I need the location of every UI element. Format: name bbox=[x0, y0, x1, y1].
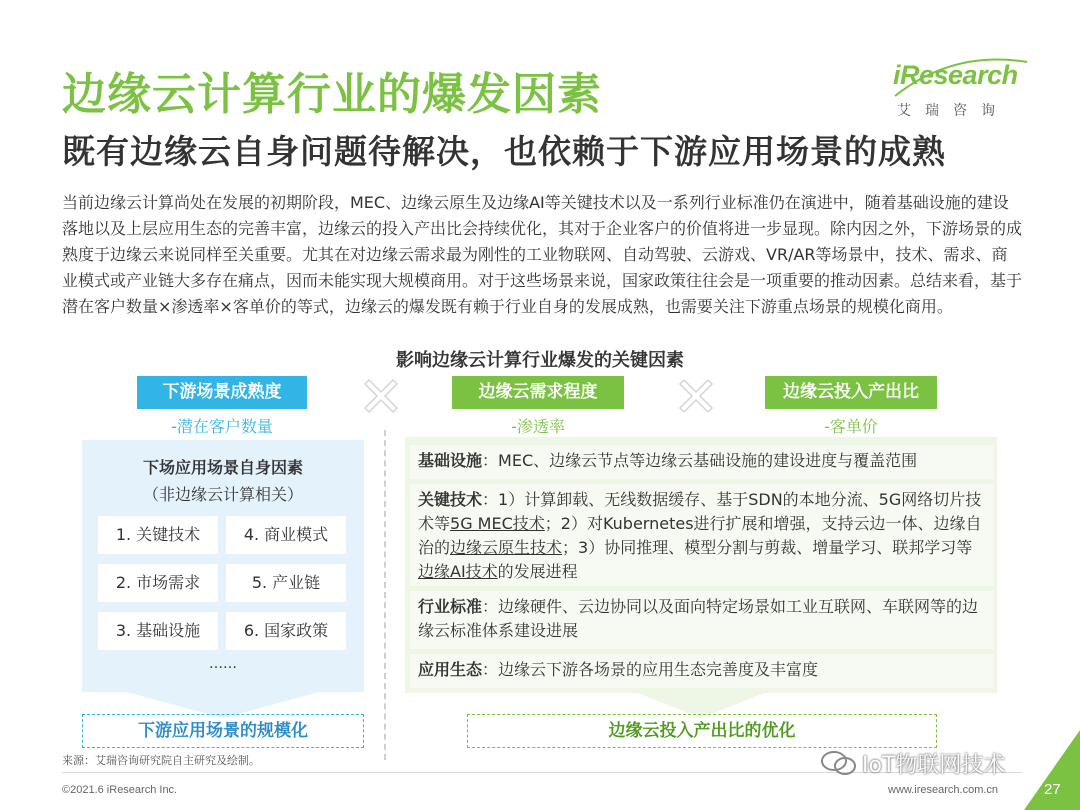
factor-row-key-tech bbox=[410, 484, 994, 586]
row-highlight: 边缘云原生技术 bbox=[450, 538, 563, 557]
factor-cell: 1. 关键技术 bbox=[98, 516, 218, 554]
factor-sub-unit-price: -客单价 bbox=[824, 417, 878, 436]
website-link[interactable]: www.iresearch.com.cn bbox=[888, 784, 999, 796]
factor-cell: 3. 基础设施 bbox=[98, 612, 218, 650]
intro-paragraph: 当前边缘云计算尚处在发展的初期阶段，MEC、边缘云原生及边缘AI等关键技术以及一系列行业标准仍在演进中，随着基础设施的建设落地以及上层应用生态的完善丰富，边缘云的投入产出比会持续优化，其对于企业客户的价值将进一步显现。除内因之外，下游场景的成熟度于边缘云来说同样至关重要。尤其在对边缘云需求最为刚性的工业物联网、自动驾驶、云游戏、VR/AR等场景中，技术、需求、商业模式或产业链大多存在痛点，因而未能实现大规模商用。对于这些场景来说，国家政策往往会是一项重要的推动因素。总结来看，基于潜在客户数量×渗透率×客单价的等式，边缘云的爆发既有赖于行业自身的发展成熟，也需要关注下游重点场景的规模化商用。 bbox=[62, 193, 1023, 316]
row-label: 行业标准 bbox=[418, 597, 483, 616]
copyright: ©2021.6 iResearch Inc. bbox=[62, 784, 178, 796]
row-separator: ： bbox=[482, 660, 499, 679]
wechat-icon bbox=[820, 749, 858, 777]
row-text: MEC、边缘云节点等边缘云基础设施的建设进度与覆盖范围 bbox=[498, 451, 918, 470]
factor-row-standards bbox=[410, 591, 994, 649]
diagram-heading: 影响边缘云计算行业爆发的关键因素 bbox=[396, 350, 684, 371]
factor-row-ecosystem bbox=[410, 654, 994, 688]
row-separator: ： bbox=[482, 490, 499, 509]
row-text: ；3）协同推理、模型分割与剪裁、增量学习、联邦学习等 bbox=[562, 538, 973, 557]
left-panel-title: 下场应用场景自身因素 bbox=[142, 458, 303, 477]
page-title: 边缘云计算行业的爆发因素 bbox=[62, 69, 602, 120]
multiply-icon bbox=[361, 376, 401, 416]
factor-sub-penetration: -渗透率 bbox=[511, 417, 565, 436]
page-subtitle: 既有边缘云自身问题待解决，也依赖于下游应用场景的成熟 bbox=[62, 132, 946, 171]
factor-cell: 5. 产业链 bbox=[226, 564, 346, 602]
multiply-icon bbox=[676, 376, 716, 416]
factor-cell: 4. 商业模式 bbox=[226, 516, 346, 554]
left-result-box: 下游应用场景的规模化 bbox=[82, 714, 364, 748]
source-note: 来源：艾瑞咨询研究院自主研究及绘制。 bbox=[62, 754, 260, 767]
row-text: 边缘硬件、云边协同以及面向特定场景如工业互联网、车联网等的边缘云标准体系建设进展 bbox=[418, 597, 979, 640]
row-separator: ： bbox=[482, 597, 499, 616]
page-corner-triangle bbox=[1024, 730, 1080, 810]
row-text: 边缘云下游各场景的应用生态完善度及丰富度 bbox=[498, 660, 819, 679]
down-arrow-icon bbox=[82, 680, 364, 718]
row-highlight: 边缘AI技术 bbox=[418, 562, 498, 581]
factor-cell: 2. 市场需求 bbox=[98, 564, 218, 602]
factor-tag-demand-level: 边缘云需求程度 bbox=[452, 376, 624, 409]
row-text: 的发展进程 bbox=[497, 562, 578, 581]
factor-row-infrastructure bbox=[410, 445, 994, 479]
iresearch-logo bbox=[893, 56, 1029, 126]
left-panel-ellipsis: …… bbox=[209, 656, 237, 672]
row-label: 基础设施 bbox=[418, 451, 483, 470]
right-result-box: 边缘云投入产出比的优化 bbox=[467, 714, 937, 748]
row-label: 关键技术 bbox=[418, 490, 483, 509]
column-divider bbox=[384, 430, 386, 760]
factor-sub-potential-customers: -潜在客户数量 bbox=[171, 417, 273, 436]
wechat-watermark bbox=[820, 748, 1005, 778]
logo-chinese-name: 艾瑞咨询 bbox=[897, 103, 1009, 119]
row-text: ；2）对Kubernetes进行扩展和增强，支持云边一体、边缘自治的 bbox=[418, 514, 982, 557]
row-text: 1）计算卸载、无线数据缓存、基于SDN的本地分流、5G网络切片技术等 bbox=[418, 490, 982, 533]
factor-tag-downstream-maturity: 下游场景成熟度 bbox=[137, 376, 307, 409]
logo-wordmark: iResearch bbox=[893, 60, 1018, 90]
page-number: 27 bbox=[1044, 781, 1061, 798]
row-separator: ： bbox=[482, 451, 499, 470]
row-label: 应用生态 bbox=[418, 660, 483, 679]
factor-tag-roi: 边缘云投入产出比 bbox=[765, 376, 937, 409]
row-highlight: 5G MEC技术 bbox=[450, 514, 545, 533]
watermark-text: IoT物联网技术 bbox=[862, 752, 1006, 778]
left-panel-subtitle: （非边缘云计算相关） bbox=[142, 485, 303, 504]
factor-cell: 6. 国家政策 bbox=[226, 612, 346, 650]
